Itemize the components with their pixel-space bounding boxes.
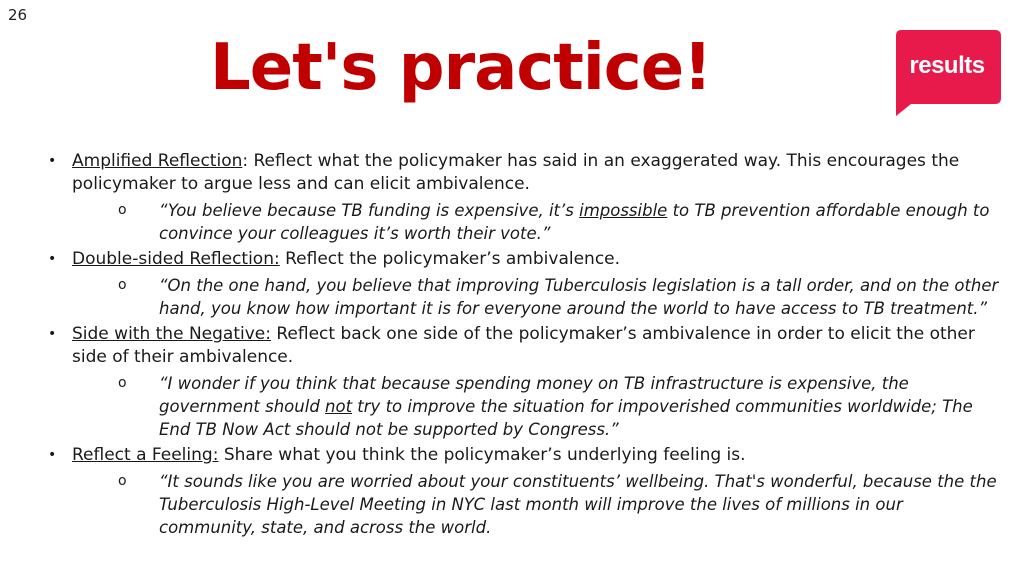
sub-bullet-marker: o [118,277,127,293]
example-text: “I wonder if you think that because spending money on TB infrastructure is expensive, the government should [159,374,909,416]
results-logo [893,30,1003,116]
sub-bullet-marker: o [118,473,127,489]
bullet-marker: • [48,326,57,342]
bullet-separator: : [242,151,249,171]
example-text: “It sounds like you are worried about your constituents’ wellbeing. That's wonderful, because the the Tuberculosis High-Level Meeting in NYC last month will improve the lives of millions in our community, state, and across the world. [159,472,997,537]
bullet-term: Reflect a Feeling: [72,445,219,465]
example-reflect-a-feeling [44,470,1004,539]
bullet-amplified-reflection [44,150,1004,196]
bullet-marker: • [48,251,57,267]
example-text-end: try to improve the situation for impoverished communities worldwide; The End TB Now Act should not be supported by Congress.” [159,397,973,439]
bullet-list [44,150,1004,542]
example-amplified-reflection [44,199,1004,245]
bullet-term: Side with the Negative: [72,324,271,344]
bullet-text: Reflect back one side of the policymaker’s ambivalence in order to elicit the other side of their ambivalence. [72,324,975,367]
example-text: “You believe because TB funding is expensive, it’s [159,201,580,220]
bullet-term: Double-sided Reflection: [72,249,280,269]
example-text-end: to TB prevention affordable enough to convince your colleagues it’s worth their vote.” [159,201,990,243]
page-title: Let's practice! [210,31,712,105]
example-emphasis: impossible [579,201,668,220]
bullet-double-sided-reflection [44,248,1004,271]
sub-bullet-marker: o [118,375,127,391]
bullet-side-with-negative [44,323,1004,369]
bullet-text: Share what you think the policymaker’s underlying feeling is. [218,445,746,465]
example-emphasis: not [325,397,353,416]
bullet-marker: • [48,153,57,169]
sub-bullet-marker: o [118,202,127,218]
bullet-text: Reflect what the policymaker has said in an exaggerated way. This encourages the policymaker to argue less and can elicit ambivalence. [72,151,960,194]
bullet-term: Amplified Reflection [72,151,243,171]
bullet-reflect-a-feeling [44,444,1004,467]
example-text: “On the one hand, you believe that improving Tuberculosis legislation is a tall order, and on the other hand, you know how important it is for everyone around the world to have access to TB treatment.” [159,276,999,318]
slide-number: 26 [8,6,28,24]
bullet-text: Reflect the policymaker’s ambivalence. [279,249,621,269]
bullet-marker: • [48,447,57,463]
example-side-with-negative [44,372,1004,441]
logo-text: results [909,52,985,79]
example-double-sided-reflection [44,274,1004,320]
